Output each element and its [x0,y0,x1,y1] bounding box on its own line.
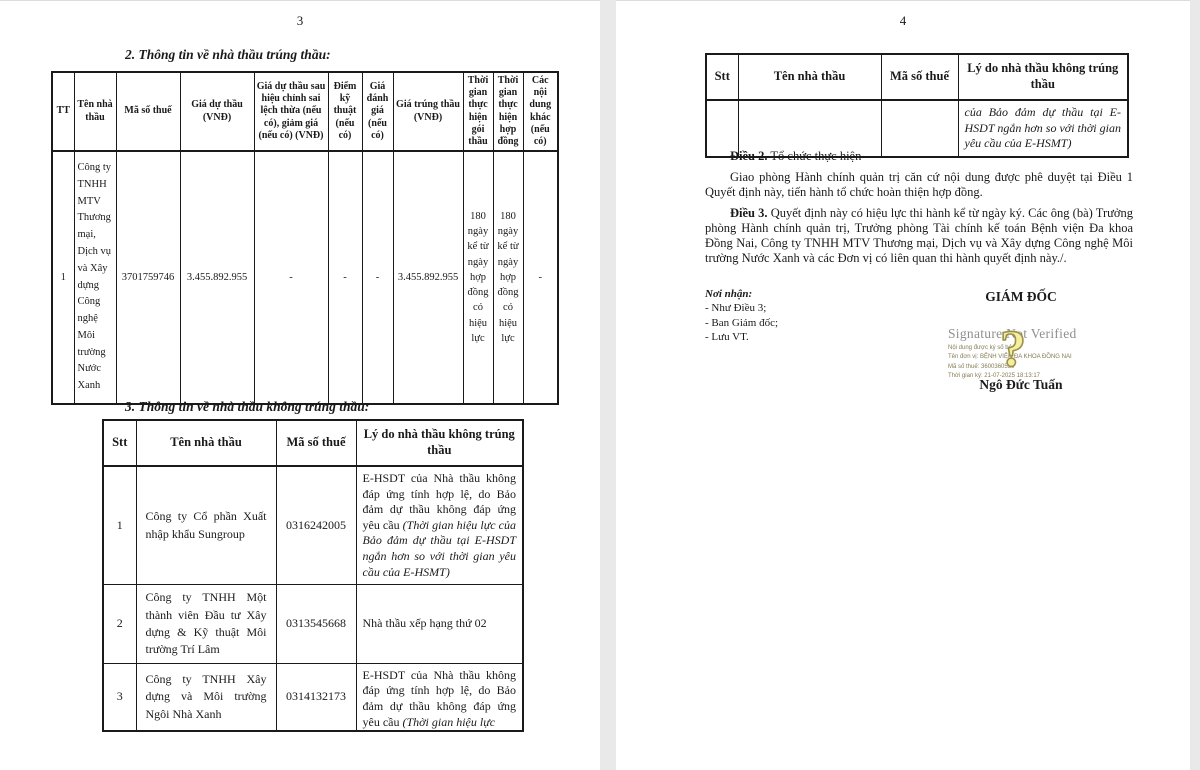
noi-nhan-item: - Lưu VT. [705,330,749,343]
section-2-title: 2. Thông tin về nhà thầu trúng thầu: [125,47,331,62]
page-number: 4 [899,13,907,28]
col-header-ly-do: Lý do nhà thầu không trúng thầu [356,420,523,466]
cell-stt: 1 [103,466,136,585]
dieu-2-heading [705,149,1133,164]
dieu-2-title: Tổ chức thực hiện [767,149,862,163]
col-header-ma-so-thue: Mã số thuế [116,72,180,151]
noi-nhan-label: Nơi nhận: [705,288,753,300]
cell-ly-do [356,466,523,585]
cell-noi-dung-khac: - [523,151,558,404]
col-header-ma-so-thue: Mã số thuế [881,54,958,100]
winner-table [51,71,559,405]
reason-text: Nhà thầu xếp hạng thứ 02 [362,616,487,631]
cell-ly-do [356,663,523,731]
loser-table [102,419,524,732]
loser-table-header-row [103,420,523,466]
cell-ma-so-thue: 0314132173 [276,663,356,731]
page-number: 3 [296,13,304,28]
noi-nhan-block [705,287,778,344]
col-header-ly-do: Lý do nhà thầu không trúng thầu [958,54,1128,100]
col-header-tt: TT [52,72,74,151]
reason-text-italic: (Thời gian hiệu lực của Bảo đảm dự thầu tại E-HSDT ngắn hơn so với thời gian yêu cầu của E-HSMT) [362,517,516,579]
signature-detail-line: Mã số thuế: 3600360539 [948,363,1015,370]
col-header-gia-trung-thau: Giá trúng thầu (VNĐ) [393,72,463,151]
decision-body [705,149,1133,272]
cell-gia-sau-hieu-chinh: - [254,151,328,404]
cell-stt: 2 [103,585,136,664]
col-header-ten-nha-thau: Tên nhà thầu [136,420,276,466]
col-header-gia-danh-gia: Giá đánh giá (nếu có) [362,72,393,151]
noi-nhan-item: - Như Điều 3; [705,302,767,315]
cell-gia-trung-thau: 3.455.892.955 [393,151,463,404]
cell-ten-nha-thau: Công ty TNHH Xây dựng và Môi trường Ngôi Nhà Xanh [136,663,276,731]
cell-stt: 1 [52,151,74,404]
question-mark-icon: ? [1000,321,1026,378]
digital-signature-stamp [948,321,1133,381]
cell-diem-ky-thuat: - [328,151,362,404]
director-title: GIÁM ĐỐC [985,289,1057,304]
loser-table-header-row [706,54,1128,100]
dieu-3-text: Quyết định này có hiệu lực thi hành kể từ ngày ký. Các ông (bà) Trưởng phòng Hành chính quản trị, Trưởng phòng Tài chính kế toán Bệnh viện Đa khoa Đồng Nai, Công ty TNHH MTV Thương mại, Dịch vụ và Xây dựng Công nghệ Môi trường Nước Xanh và các Đơn vị có liên quan thi hành quyết định này./. [705,206,1133,265]
signature-details [948,344,1133,381]
dieu-3-label: Điều 3. [730,206,768,220]
winner-table-header-row [52,72,558,151]
cell-thoi-gian-hop-dong: 180 ngày kể từ ngày hợp đồng có hiệu lực [493,151,523,404]
cell-ten-nha-thau: Công ty Cổ phần Xuất nhập khẩu Sungroup [136,466,276,585]
winner-table-row [52,151,558,404]
signature-detail-line: Nội dung được ký số bởi: [948,345,1016,351]
dieu-2-label: Điều 2. [730,149,768,163]
cell-ten-nha-thau: Công ty TNHH Một thành viên Đầu tư Xây dựng & Kỹ thuật Môi trường Trí Lâm [136,585,276,664]
col-header-noi-dung-khac: Các nội dung khác (nếu có) [523,72,558,151]
col-header-stt: Stt [103,420,136,466]
loser-row-3 [103,663,523,731]
loser-row-2 [103,585,523,664]
cell-ma-so-thue: 0316242005 [276,466,356,585]
cell-ten-nha-thau: Công ty TNHH MTV Thương mại, Dịch vụ và Xây dựng Công nghệ Môi trường Nước Xanh [74,151,116,404]
cell-ly-do [356,585,523,664]
reason-text: E-HSDT của Nhà thầu không đáp ứng tính hợp lệ, do Bảo đảm dự thầu không đáp ứng yêu cầu [362,667,516,729]
cell-gia-danh-gia: - [362,151,393,404]
loser-row-1 [103,466,523,585]
col-header-stt: Stt [706,54,738,100]
signature-detail-line: Tên đơn vị: BỆNH VIỆN ĐA KHOA ĐỒNG NAI [948,354,1072,361]
cell-thoi-gian-goi-thau: 180 ngày kể từ ngày hợp đồng có hiệu lực [463,151,493,404]
cell-gia-du-thau: 3.455.892.955 [180,151,254,404]
reason-text-italic: của Bảo đảm dự thầu tại E-HSDT ngắn hơn so với thời gian yêu cầu của E-HSMT) [964,105,1121,151]
section-3-title: 3. Thông tin về nhà thầu không trúng thầu: [125,399,370,414]
col-header-gia-sau-hieu-chinh: Giá dự thầu sau hiệu chỉnh sai lệch thừa (nếu có), giảm giá (nếu có) (VNĐ) [254,72,328,151]
signer-name: Ngô Đức Tuấn [979,377,1063,392]
signature-detail-line: Thời gian ký: 21-07-2025 18:13:17 [948,372,1040,379]
dieu-3-paragraph [705,206,1133,266]
col-header-thoi-gian-hop-dong: Thời gian thực hiện hợp đồng [493,72,523,151]
cell-ma-so-thue: 3701759746 [116,151,180,404]
col-header-ma-so-thue: Mã số thuế [276,420,356,466]
col-header-ten-nha-thau: Tên nhà thầu [738,54,881,100]
reason-text-italic: (Thời gian hiệu lực [402,714,496,729]
signature-status-text: Signature Not Verified [948,326,1077,341]
col-header-diem-ky-thuat: Điểm kỹ thuật (nếu có) [328,72,362,151]
reason-text: E-HSDT của Nhà thầu không đáp ứng tính hợp lệ, do Bảo đảm dự thầu không đáp ứng yêu cầu [362,471,516,532]
cell-stt: 3 [103,663,136,731]
dieu-2-paragraph: Giao phòng Hành chính quản trị căn cứ nội dung được phê duyệt tại Điều 1 Quyết định này, tiến hành tổ chức hoàn thiện hợp đồng. [705,170,1133,199]
cell-ma-so-thue: 0313545668 [276,585,356,664]
noi-nhan-item: - Ban Giám đốc; [705,316,779,329]
col-header-ten-nha-thau: Tên nhà thầu [74,72,116,151]
loser-table-continued [705,53,1129,158]
col-header-gia-du-thau: Giá dự thầu (VNĐ) [180,72,254,151]
col-header-thoi-gian-goi-thau: Thời gian thực hiện gói thầu [463,72,493,151]
document-page-4 [616,0,1190,770]
